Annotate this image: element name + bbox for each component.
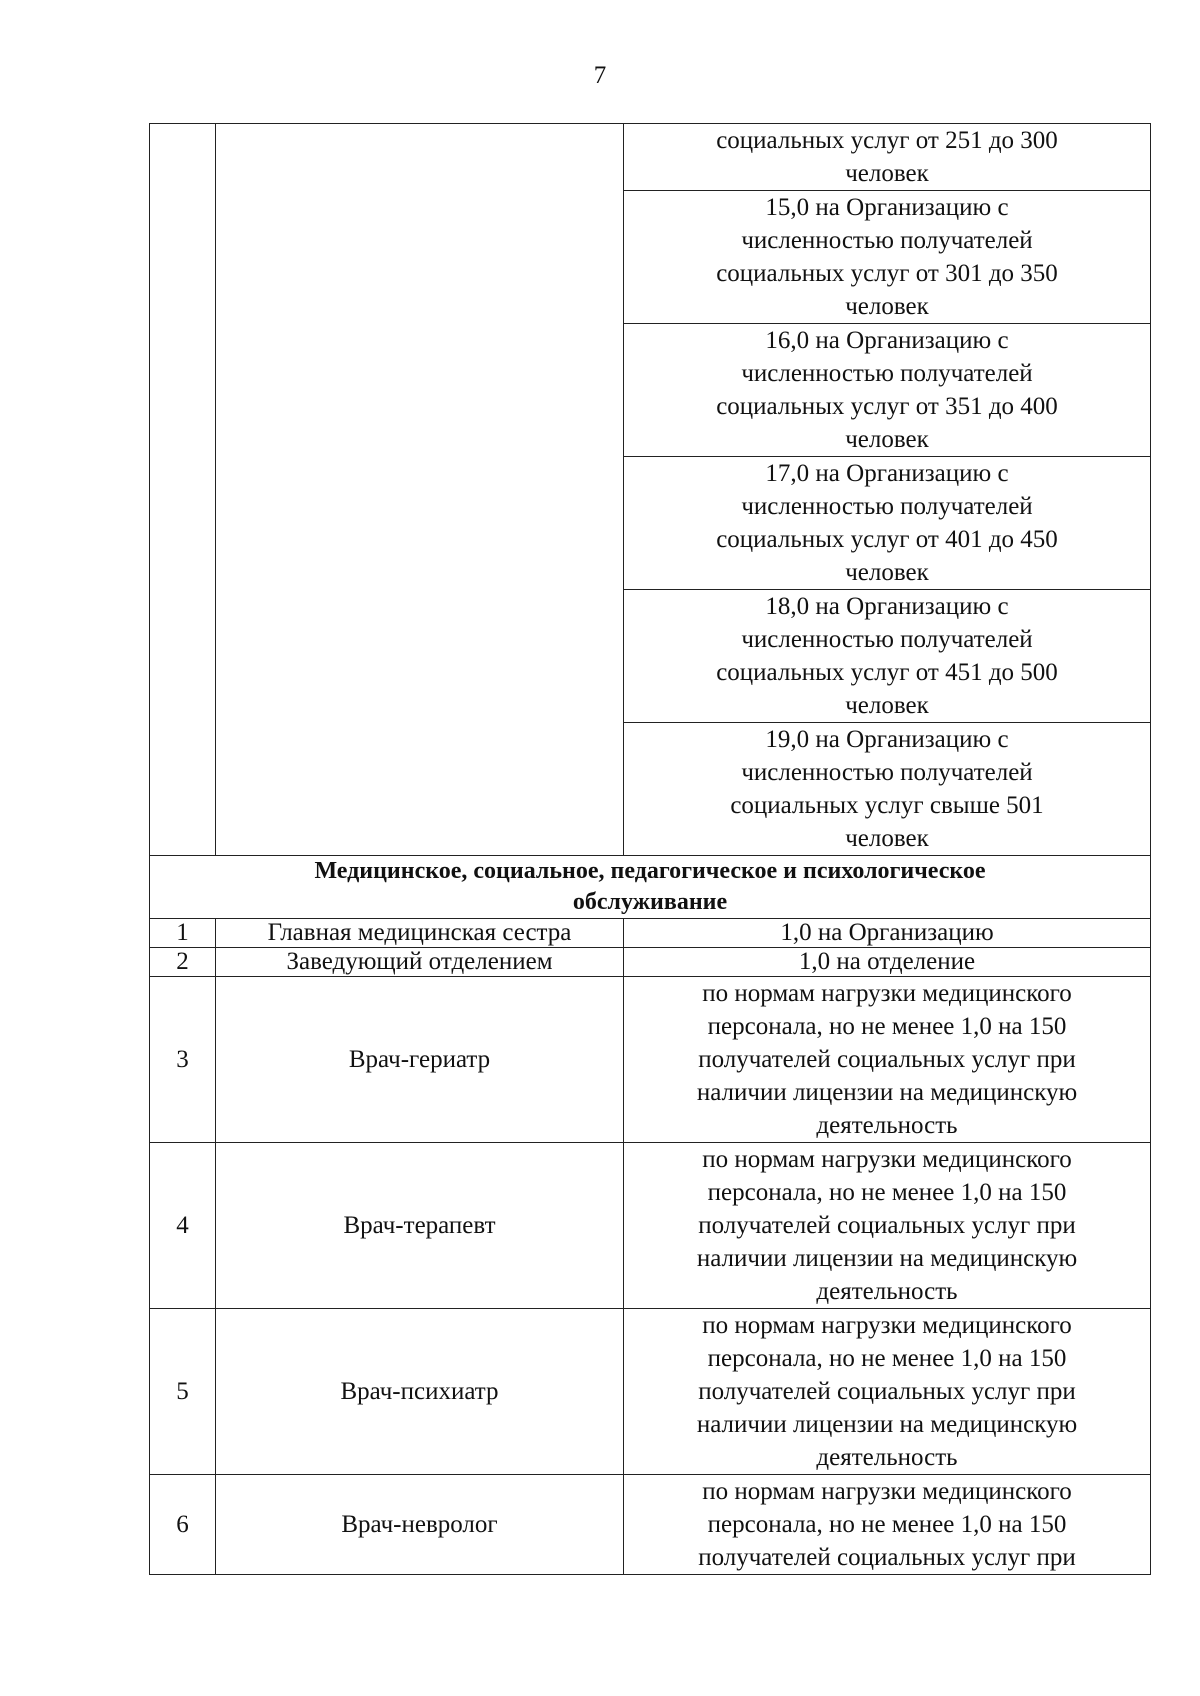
table-row <box>150 1143 1151 1309</box>
norm-line: деятельность <box>816 1278 958 1305</box>
norm-cell <box>624 191 1151 324</box>
section-title-line: Медицинское, социальное, педагогическое и психологическое <box>314 858 986 884</box>
norm-line: наличии лицензии на медицинскую <box>696 1411 1078 1438</box>
norm-cell <box>624 457 1151 590</box>
continuation-row <box>150 124 1151 191</box>
row-number: 5 <box>150 1309 216 1475</box>
norm-line: наличии лицензии на медицинскую <box>696 1079 1078 1106</box>
position-cell: Врач-терапевт <box>216 1143 624 1309</box>
norm-line: численностью получателей <box>741 493 1033 520</box>
position-cell: Врач-гериатр <box>216 977 624 1143</box>
norm-line: персонала, но не менее 1,0 на 150 <box>707 1013 1067 1040</box>
table-row <box>150 1309 1151 1475</box>
row-number: 3 <box>150 977 216 1143</box>
norm-line: численностью получателей <box>741 360 1033 387</box>
norm-line: по нормам нагрузки медицинского <box>702 1478 1072 1505</box>
norm-line: численностью получателей <box>741 759 1033 786</box>
table-row <box>150 1475 1151 1575</box>
norm-cell <box>624 977 1151 1143</box>
norm-line: персонала, но не менее 1,0 на 150 <box>707 1179 1067 1206</box>
norm-line: человек <box>845 692 929 719</box>
table-row <box>150 948 1151 977</box>
row-number: 4 <box>150 1143 216 1309</box>
norm-line: 19,0 на Организацию с <box>765 726 1009 753</box>
norm-cell <box>624 919 1151 948</box>
norm-line: получателей социальных услуг при <box>698 1378 1076 1405</box>
norm-cell <box>624 590 1151 723</box>
position-cell: Врач-психиатр <box>216 1309 624 1475</box>
norm-cell <box>624 723 1151 856</box>
norm-line: по нормам нагрузки медицинского <box>702 1312 1072 1339</box>
position-cell: Главная медицинская сестра <box>216 919 624 948</box>
empty-number-cell <box>150 124 216 856</box>
norm-line: наличии лицензии на медицинскую <box>696 1245 1078 1272</box>
norm-line: 1,0 на отделение <box>798 948 976 975</box>
norm-line: социальных услуг свыше 501 <box>730 792 1044 819</box>
empty-position-cell <box>216 124 624 856</box>
norm-line: 18,0 на Организацию с <box>765 593 1009 620</box>
norm-line: социальных услуг от 451 до 500 <box>716 659 1058 686</box>
section-title <box>150 856 1151 919</box>
norm-cell <box>624 124 1151 191</box>
norm-line: персонала, но не менее 1,0 на 150 <box>707 1511 1067 1538</box>
norm-line: получателей социальных услуг при <box>698 1544 1076 1571</box>
norm-line: по нормам нагрузки медицинского <box>702 1146 1072 1173</box>
row-number: 6 <box>150 1475 216 1575</box>
norm-line: численностью получателей <box>741 626 1033 653</box>
norm-line: получателей социальных услуг при <box>698 1212 1076 1239</box>
norm-line: человек <box>845 426 929 453</box>
norm-line: человек <box>845 825 929 852</box>
norm-line: получателей социальных услуг при <box>698 1046 1076 1073</box>
position-cell: Заведующий отделением <box>216 948 624 977</box>
norm-cell <box>624 948 1151 977</box>
norm-line: численностью получателей <box>741 227 1033 254</box>
norm-line: человек <box>845 160 929 187</box>
section-row <box>150 856 1151 919</box>
norm-line: деятельность <box>816 1444 958 1471</box>
norm-line: человек <box>845 293 929 320</box>
norm-line: 17,0 на Организацию с <box>765 460 1009 487</box>
section-title-line: обслуживание <box>572 889 728 915</box>
norm-cell <box>624 1475 1151 1575</box>
norm-line: социальных услуг от 251 до 300 <box>716 127 1058 154</box>
row-number: 1 <box>150 919 216 948</box>
staffing-table <box>149 123 1151 1575</box>
position-cell: Врач-невролог <box>216 1475 624 1575</box>
table-row <box>150 977 1151 1143</box>
norm-line: человек <box>845 559 929 586</box>
norm-line: социальных услуг от 401 до 450 <box>716 526 1058 553</box>
page-number: 7 <box>593 62 607 89</box>
row-number: 2 <box>150 948 216 977</box>
norm-line: 1,0 на Организацию <box>780 919 994 946</box>
norm-line: по нормам нагрузки медицинского <box>702 980 1072 1007</box>
norm-line: деятельность <box>816 1112 958 1139</box>
norm-cell <box>624 1143 1151 1309</box>
table-row <box>150 919 1151 948</box>
norm-line: персонала, но не менее 1,0 на 150 <box>707 1345 1067 1372</box>
norm-cell <box>624 1309 1151 1475</box>
norm-line: социальных услуг от 301 до 350 <box>716 260 1058 287</box>
norm-line: 16,0 на Организацию с <box>765 327 1009 354</box>
norm-line: социальных услуг от 351 до 400 <box>716 393 1058 420</box>
norm-line: 15,0 на Организацию с <box>765 194 1009 221</box>
norm-cell <box>624 324 1151 457</box>
